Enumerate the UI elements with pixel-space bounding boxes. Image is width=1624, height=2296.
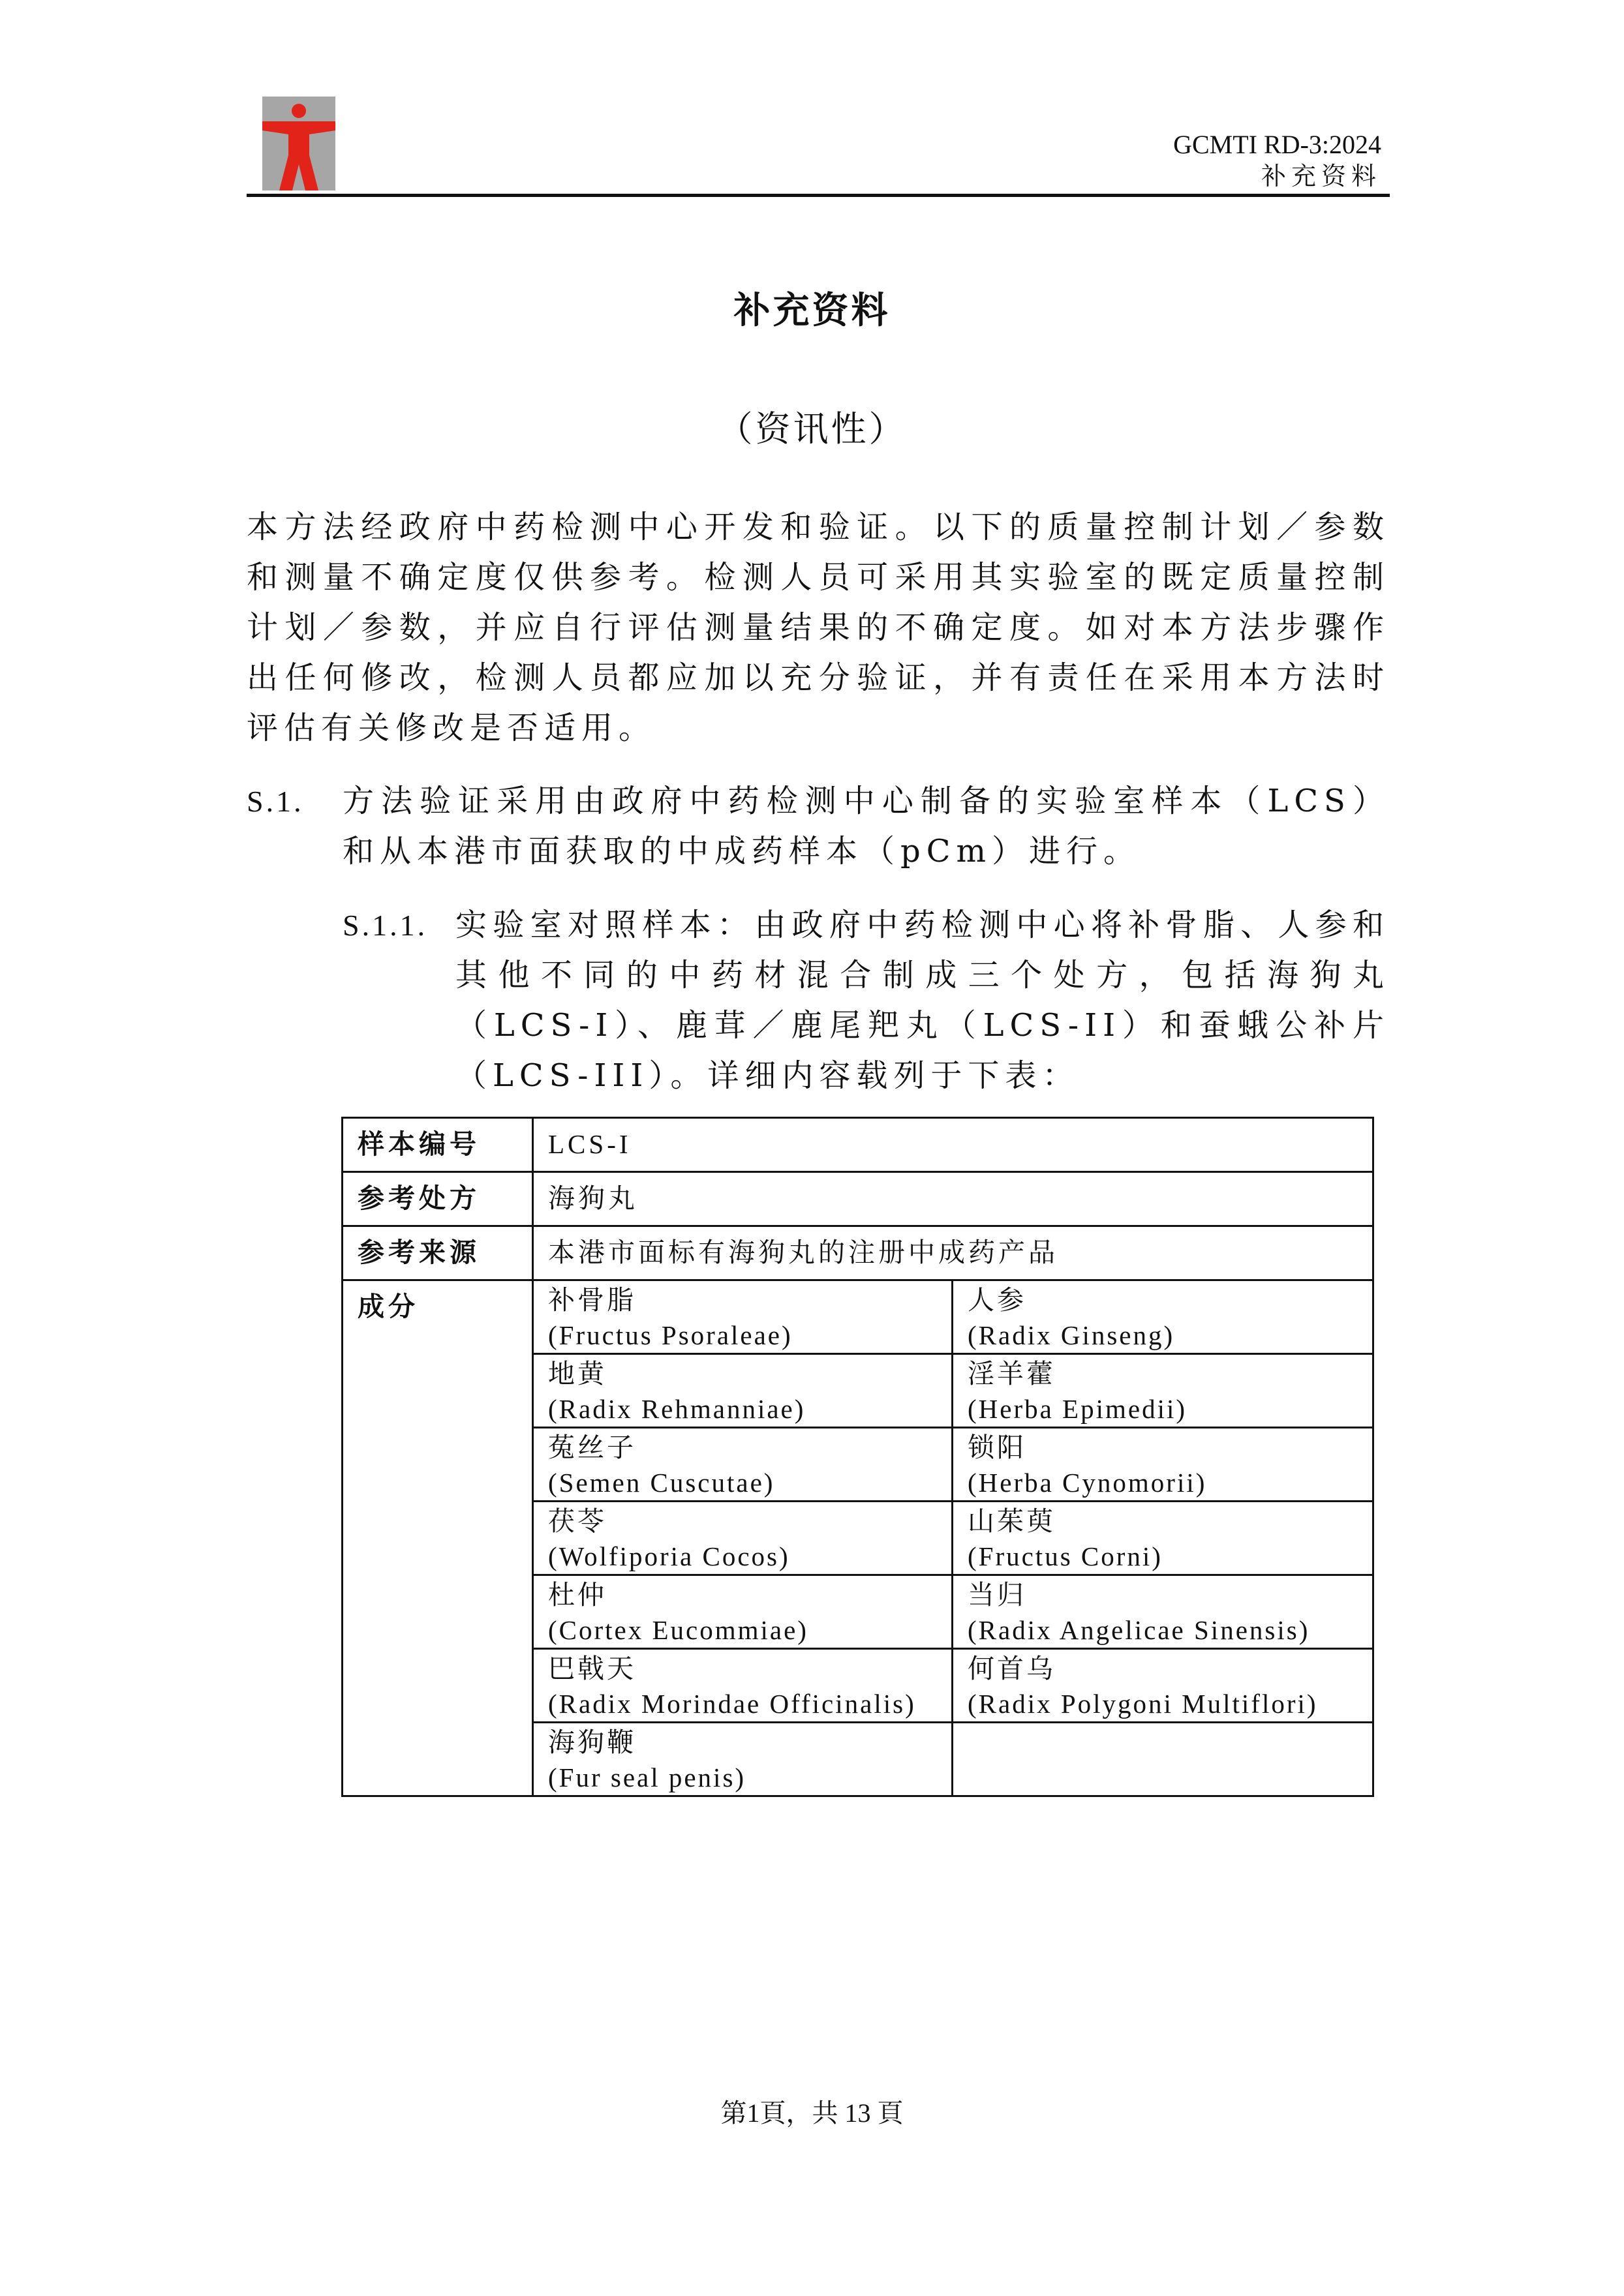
section-text: 方法验证采用由政府中药检测中心制备的实验室样本（LCS）和从本港市面获取的中成药样本（pCm）进行。 xyxy=(343,783,1390,869)
row-label: 样本编号 xyxy=(343,1118,533,1172)
ingredient-cell xyxy=(533,1428,953,1502)
ingredient-chinese-name: 海狗鞭 xyxy=(548,1727,636,1758)
ingredient-chinese-name: 何首乌 xyxy=(968,1653,1056,1684)
ingredient-chinese-name: 杜仲 xyxy=(548,1579,607,1610)
table-row xyxy=(343,1172,1373,1226)
row-value: 海狗丸 xyxy=(533,1172,1373,1226)
row-label: 参考处方 xyxy=(343,1172,533,1226)
ingredient-cell xyxy=(953,1649,1373,1723)
ingredient-latin-name: (Fur seal penis) xyxy=(548,1762,746,1792)
ingredient-latin-name: (Herba Cynomorii) xyxy=(968,1468,1207,1498)
table-row xyxy=(343,1280,1373,1354)
ingredient-cell xyxy=(533,1575,953,1649)
document-code: GCMTI RD-3:2024 xyxy=(1173,130,1381,159)
table-row xyxy=(343,1226,1373,1280)
ingredient-cell xyxy=(953,1575,1373,1649)
ingredient-latin-name: (Fructus Corni) xyxy=(968,1541,1163,1571)
page-title: 补充资料 xyxy=(733,289,891,332)
ingredient-latin-name: (Wolfiporia Cocos) xyxy=(548,1541,790,1571)
ingredient-chinese-name: 菟丝子 xyxy=(548,1432,636,1463)
ingredient-cell xyxy=(533,1354,953,1428)
empty-cell xyxy=(953,1723,1373,1796)
row-value: LCS-I xyxy=(533,1118,1373,1172)
page-subtitle: （资讯性） xyxy=(717,408,907,449)
ingredient-latin-name: (Semen Cuscutae) xyxy=(548,1468,775,1498)
ingredient-chinese-name: 茯苓 xyxy=(548,1505,607,1537)
table-row xyxy=(343,1118,1373,1172)
ingredient-cell xyxy=(533,1280,953,1354)
header-section-label: 补充资料 xyxy=(1261,162,1381,190)
ingredient-chinese-name: 锁阳 xyxy=(968,1432,1026,1463)
intro-paragraph: 本方法经政府中药检测中心开发和验证。以下的质量控制计划／参数和测量不确定度仅供参考。检测人员可采用其实验室的既定质量控制计划／参数，并应自行评估测量结果的不确定度。如对本方法步骤作出任何修改，检测人员都应加以充分验证，并有责任在采用本方法时评估有关修改是否适用。 xyxy=(247,509,1390,746)
logo-figure-head xyxy=(292,104,306,118)
ingredient-chinese-name: 山茱萸 xyxy=(968,1505,1056,1537)
page-number-footer: 第1頁，共 13 頁 xyxy=(720,2098,904,2128)
ingredient-latin-name: (Cortex Eucommiae) xyxy=(548,1615,808,1645)
ingredient-cell xyxy=(533,1502,953,1575)
ingredient-chinese-name: 地黄 xyxy=(548,1358,607,1389)
section-number: S.1. xyxy=(247,785,304,818)
ingredient-cell xyxy=(953,1354,1373,1428)
ingredient-latin-name: (Herba Epimedii) xyxy=(968,1394,1187,1424)
subsection-number: S.1.1. xyxy=(343,909,428,942)
ingredient-chinese-name: 当归 xyxy=(968,1579,1026,1610)
ingredient-chinese-name: 补骨脂 xyxy=(548,1284,636,1316)
ingredient-latin-name: (Radix Angelicae Sinensis) xyxy=(968,1615,1310,1645)
row-label: 参考来源 xyxy=(343,1226,533,1280)
ingredient-latin-name: (Radix Ginseng) xyxy=(968,1320,1175,1350)
ingredient-chinese-name: 淫羊藿 xyxy=(968,1358,1056,1389)
header-divider xyxy=(247,194,1390,197)
ingredient-latin-name: (Radix Polygoni Multiflori) xyxy=(968,1689,1318,1719)
ingredient-cell xyxy=(953,1428,1373,1502)
ingredient-latin-name: (Radix Morindae Officinalis) xyxy=(548,1689,916,1719)
ingredient-cell xyxy=(533,1649,953,1723)
sample-info-table xyxy=(341,1117,1374,1797)
row-value: 本港市面标有海狗丸的注册中成药产品 xyxy=(533,1226,1373,1280)
ingredient-latin-name: (Radix Rehmanniae) xyxy=(548,1394,806,1424)
subsection-text: 实验室对照样本：由政府中药检测中心将补骨脂、人参和其他不同的中药材混合制成三个处方，包括海狗丸（LCS-I）、鹿茸／鹿尾羓丸（LCS-II）和蚕蛾公补片（LCS-III）。详细内容载列于下表： xyxy=(455,907,1390,1094)
organization-logo xyxy=(262,97,335,190)
ingredient-cell xyxy=(953,1280,1373,1354)
ingredient-chinese-name: 巴戟天 xyxy=(548,1653,636,1684)
ingredient-latin-name: (Fructus Psoraleae) xyxy=(548,1320,793,1350)
ingredients-label: 成分 xyxy=(343,1280,533,1796)
ingredient-cell xyxy=(533,1723,953,1796)
ingredient-chinese-name: 人参 xyxy=(968,1284,1026,1316)
ingredient-cell xyxy=(953,1502,1373,1575)
